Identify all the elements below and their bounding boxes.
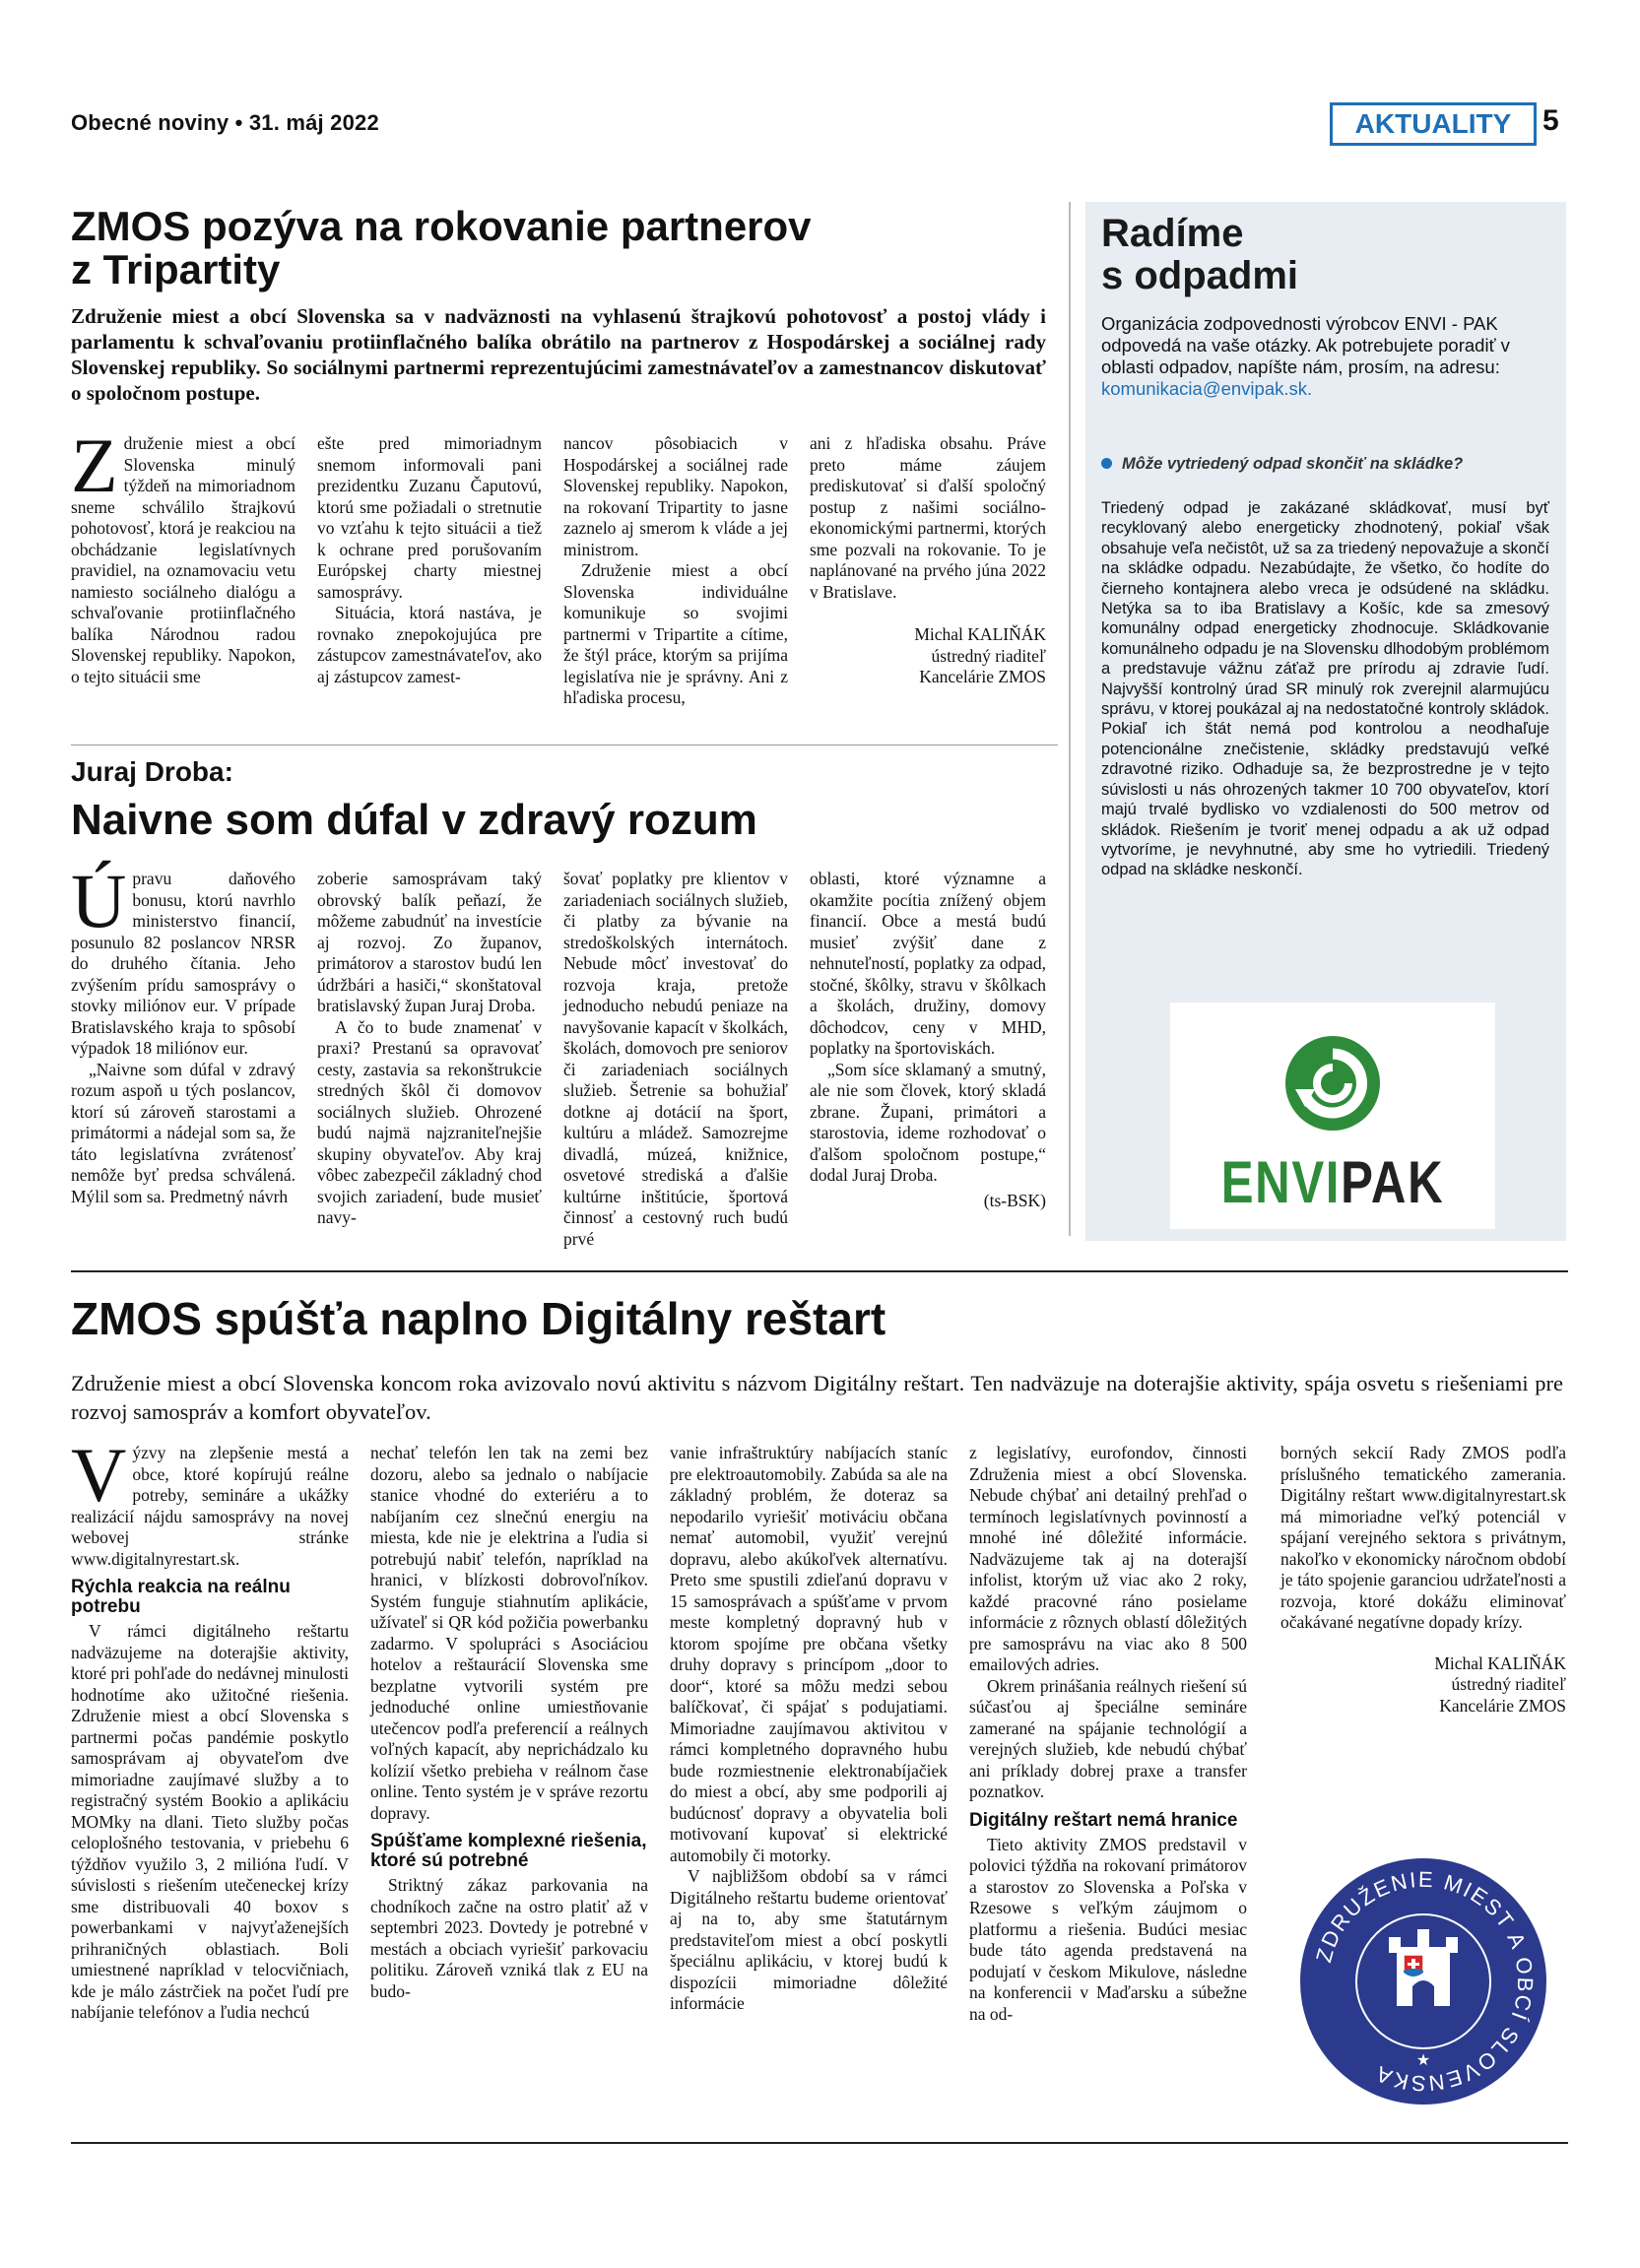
article3-col1-p1: ýzvy na zlepšenie mestá a obce, ktoré kopírujú reálne potreby, semináre a ukážky realizácií nájdu samosprávy na novej webovej stránke www.digitalnyrestart.sk. [71, 1443, 349, 1569]
article3-col4-p3: Tieto aktivity ZMOS predstavil v polovici týždňa na rokovaní primátorov a starostov zo Slovenska a Poľska v Rzesowe s veľkým záujmom o platformu a riešenia. Budúci mesiac bude táto agenda predstavená na podujatí v českom Mikulove, následne na konferencii v Maďarsku a súbežne na od- [969, 1834, 1247, 2024]
article1-column-1 [71, 422, 295, 687]
envipak-wordmark [1200, 1148, 1467, 1216]
article3-top-rule [71, 1270, 1568, 1272]
article3-signature [1280, 1653, 1566, 1717]
article2-col3-p1: šovať poplatky pre klientov v zariadeniach sociálnych služieb, či platby za bývanie na stredoškolských internátoch. Nebude môcť investovať do rozvoja kraja, pretože jednoducho nebudú peniaze na navyšovanie kapacít v školkách, školách, domovoch pre seniorov či zariadeniach sociálnych služieb. Šetrenie sa bohužiaľ dotkne aj dotácií na šport, kultúru a mládež. Samozrejme divadlá, múzeá, knižnice, osvetové strediská a ďalšie kultúrne inštitúcie, športová činnosť a cestovný ruch budú prvé [563, 869, 788, 1249]
article3-col3-p2: V najbližšom období sa v rámci Digitálneho reštartu budeme orientovať aj na to, aby sme štatutárnym predstaviteľom miest a obcí poskytli špeciálnu aplikáciu, v ktorej budú k dispozícii mimoriadne dôležité informácie [670, 1866, 948, 2013]
article3-column-3 [670, 1443, 948, 2015]
article1-column-2 [317, 433, 542, 687]
article1-lead: Združenie miest a obcí Slovenska sa v nadväznosti na vyhlasenú štrajkovú pohotovosť a postoj vlády i parlamentu k schvaľovaniu protiinflačného balíka obrátilo na partnerov z Hospodárskej a sociálnej rady Slovenskej republiky. So sociálnymi partnermi reprezentujúcimi zamestnávateľov a zamestnancov diskutovať o spoločnom postupe. [71, 304, 1046, 405]
article3-subhead-3: Digitálny reštart nemá hranice [969, 1809, 1238, 1831]
article2-column-2 [317, 869, 542, 1229]
sidebar-answer: Triedený odpad je zakázané skládkovať, musí byť recyklovaný alebo energeticky zhodnotený, pokiaľ však obsahuje veľa nečistôt, už sa za triedený nepovažuje a skončí na skládke odpadu. Nezabúdajte, že všetko, čo hodíte do čierneho kontajnera alebo vreca je odsúdené na skládku. Netýka sa to iba Bratislavy a Košíc, kde sa zmesový komunálny odpad energeticky zhodnocuje. Skládkovanie komunálneho odpadu je na Slovensku dlhodobým problémom a predstavuje vážnu záťaž pre prírodu aj zdravie ľudí. Najvyšší kontrolný úrad SR minulý rok zverejnil alarmujúcu správu, v ktorej poukázal aj na nedostatočné kontroly skládok. Pokiaľ ich štát nemá pod kontrolou a neodhaľuje potencionálne znečistenie, skládky predstavujú veľké zdravotné riziko. Odhaduje sa, že bezprostredne je v tejto súvislosti u nás ohrozených takmer 10 700 obyvateľov, ktorí majú trvalé bydlisko vo vzdialenosti do 500 metrov od skládok. Riešením je tvoriť menej odpadu a ak už odpad vytvoríme, je nevyhnutné, aby sme ho vytriedili. Triedený odpad na skládke neskončí. [1101, 499, 1549, 879]
article1-title [71, 205, 1056, 292]
article1-sig-role2: Kancelárie ZMOS [919, 667, 1046, 686]
envipak-word-envi: ENVI [1220, 1149, 1342, 1215]
sidebar-title-line2: s odpadmi [1101, 254, 1299, 297]
article3-sig-role2: Kancelárie ZMOS [1439, 1695, 1566, 1716]
article3-col4-p1: z legislatívy, eurofondov, činnosti Združenia miest a obcí Slovenska. Nebude chýbať ani detailný prehľad o termínoch legislatívnych povinností a mnohé iné dôležité informácie. Nadväzujeme tak aj na doterajší infolist, ktorým už viac ako 2 roky, každé pracovné ráno posielame informácie z rôznych oblastí dôležitých pre samosprávu na viac ako 8 500 emailových adries. [969, 1443, 1247, 1674]
article1-col4-p1: ani z hľadiska obsahu. Práve preto máme záujem prediskutovať si ďalší spoločný postup z našimi sociálno-ekonomickými partnermi, ktorých sme pozvali na rokovanie. To je naplánované na prvého júna 2022 v Bratislave. [810, 433, 1046, 602]
article3-col2-p1: nechať telefón len tak na zemi bez dozoru, alebo sa jednalo o nabíjacie stanice vhodné do exteriéru a to nabíjaním cez slnečnú energiu na miesta, kde nie je elektrina a ľudia si potrebujú nabiť telefón, napríklad na hranici, v blízkosti dobrovoľníkov. Systém funguje stiahnutím aplikácie, užívateľ si QR kód požičia powerbanku zadarmo. V spolupráci s Asociáciou hotelov a reštaurácií Slovenska sme bezplatne vytvorili systém pre jednoduché online umiestňovanie utečencov podľa preferencií a reálnych voľných kapacít, aby neprichádzalo ku kolízií všetko prebieha v reálnom čase online. Tento systém je v správe rezortu dopravy. [370, 1443, 648, 1823]
article3-subhead-1: Rýchla reakcia na reálnu potrebu [71, 1577, 291, 1617]
page-header-left: Obecné noviny • 31. máj 2022 [71, 110, 379, 135]
zmos-seal-icon [1298, 1856, 1548, 2106]
article1-column-3 [563, 433, 788, 709]
article3-col3-p1: vanie infraštruktúry nabíjacích staníc pre elektroautomobily. Zabúda sa ale na základný problém, že doteraz sa nepodarilo vyriešiť motiváciu občana nemať automobil, využiť verejnú dopravu, alebo akúkoľvek alternatívu. Preto sme spustili zdieľanú dopravu v 15 samosprávach a spúšťame v prvom meste kompletný dopravný hub v ktorom spojíme pre občana všetky druhy dopravy s princípom „door to door“, ktoré sa môžu medzi sebou balíčkovať, či spájať s podujatiami. Mimoriadne zaujímavou aktivitou v rámci kompletného dopravného hubu bude rozmiestnenie elektronabíjačiek do miest a obcí, aby sme podporili aj budúcnosť dopravy a obyvatelia boli motivovaní kupovať si elektrické automobily či motorky. [670, 1443, 948, 1865]
article1-dropcap: Z [71, 422, 118, 508]
article3-sig-role1: ústredný riaditeľ [1451, 1674, 1566, 1694]
article3-dropcap: V [71, 1432, 127, 1518]
article3-sig-name: Michal KALIŇÁK [1434, 1652, 1566, 1673]
zmos-seal-logo [1298, 1856, 1548, 2106]
sidebar-title [1101, 213, 1298, 297]
svg-text:★: ★ [1415, 2050, 1431, 2069]
article2-col4-p1: oblasti, ktoré významne a okamžite pocítia znížený objem financií. Obce a mestá budú musieť zvýšiť dane z nehnuteľností, poplatky za odpad, stočné, škôlky, stravu v škôlkach a školách, družiny, domovy dôchodcov, ceny v MHD, poplatky na športoviskách. [810, 869, 1046, 1058]
article3-col2-p2: Striktný zákaz parkovania na chodníkoch začne na ostro platiť až v septembri 2023. Dovtedy je potrebné v mestách a obciach vyriešiť parkovaciu politiku. Zároveň vzniká tlak z EU na budo- [370, 1875, 648, 2001]
article1-col3-p1: nancov pôsobiacich v Hospodárskej a sociálnej rade Slovenskej republiky. Napokon, na rokovaní Tripartity to jasne zaznelo aj smerom k vláde a jej ministrom. [563, 433, 788, 559]
article1-col2-p1: ešte pred mimoriadnym snemom informovali pani prezidentku Zuzanu Čaputovú, ktorú sme požiadali o stretnutie vo vzťahu k tejto situácii a tiež k ochrane pred porušovaním Európskej charty miestnej samosprávy. [317, 433, 542, 602]
sidebar-email-link[interactable]: komunikacia@envipak.sk. [1101, 378, 1313, 399]
article2-col1-p1: pravu daňového bonusu, ktorú navrhlo ministerstvo financií, posunulo 82 poslancov NRSR do druhého čítania. Jeho zvýšením prídu samosprávy o stovky miliónov eur. V prípade Bratislavského kraja to spôsobí výpadok 18 miliónov eur. [71, 869, 295, 1058]
article3-column-2 [370, 1443, 648, 2002]
article1-title-line1: ZMOS pozýva na rokovanie partnerov [71, 203, 812, 249]
svg-text:ZDRUŽENIE MIEST A OBCÍ SLOVENS: ZDRUŽENIE MIEST A OBCÍ SLOVENSKA [1311, 1866, 1539, 2097]
article2-col4-p2: „Som síce sklamaný a smutný, ale nie som človek, ktorý skladá zbrane. Župani, primátori a starostovia, ideme rozhodovať o ďalšom spoločnom postupe,“ dodal Juraj Droba. [810, 1059, 1046, 1185]
article1-sig-role1: ústredný riaditeľ [931, 645, 1046, 666]
article3-subhead-2: Spúšťame komplexné riešenia, ktoré sú potrebné [370, 1831, 647, 1871]
article1-sig-name: Michal KALIŇÁK [914, 624, 1046, 644]
article1-title-line2: z Tripartity [71, 246, 281, 292]
article3-title: ZMOS spúšťa naplno Digitálny reštart [71, 1293, 886, 1344]
envipak-word-pak: PAK [1341, 1149, 1445, 1215]
article3-col5-p1: borných sekcií Rady ZMOS podľa príslušného tematického zamerania. Digitálny reštart www.digitalnyrestart.sk má mimoriadne veľký potenciál v spájaní verejného sektora s privátnym, nakoľko v ekonomicky náročnom období je táto spojenie garanciou udržateľnosti a rozvoja, ktoré dokážu eliminovať očakávané negatívne dopady krízy. [1280, 1443, 1566, 1632]
article3-column-5 [1280, 1443, 1566, 1717]
sidebar-intro-text: Organizácia zodpovednosti výrobcov ENVI - PAK odpovedá na vaše otázky. Ak potrebujete poradiť v oblasti odpadov, napíšte nám, prosím, na adresu: [1101, 313, 1510, 377]
article2-col1-p2: „Naivne som dúfal v zdravý rozum aspoň u tých poslancov, ktorí sú zároveň starostami a primátormi a nádejal som sa, že táto legislatívna zvrátenosť nemôže byť predsa schválená. Mýlil som sa. Predmetný návrh [71, 1059, 295, 1206]
article2-kicker: Juraj Droba: [71, 756, 233, 787]
article2-column-3 [563, 869, 788, 1250]
article3-column-1 [71, 1432, 349, 2024]
article1-col1-text: druženie miest a obcí Slovenska minulý týždeň na mimoriadnom sneme schválilo štrajkovú pohotovosť, ktorá je reakciou na obchádzanie legislatívnych pravidiel, na oznamovaciu vetu namiesto sociálneho dialógu a schvaľovanie protiinflačného balíka Národnou radou Slovenskej republiky. Napokon, o tejto situácii sme [71, 433, 295, 686]
article3-lead: Združenie miest a obcí Slovenska koncom roka avizovalo novú aktivitu s názvom Digitálny reštart. Ten nadväzuje na doterajšie aktivity, spája osvetu s riešeniami pre rozvoj samospráv a komfort obyvateľov. [71, 1371, 1563, 1424]
article2-column-1 [71, 858, 295, 1207]
sidebar-title-line1: Radíme [1101, 212, 1244, 255]
sidebar-question [1101, 455, 1554, 474]
page-number: 5 [1542, 104, 1559, 137]
section-badge: AKTUALITY [1330, 102, 1537, 146]
page-bottom-rule [71, 2142, 1568, 2144]
sidebar-divider [1069, 202, 1071, 1236]
envipak-recycle-icon [1274, 1024, 1392, 1142]
article3-column-4 [969, 1443, 1247, 2025]
article2-dropcap: Ú [71, 858, 127, 943]
article2-col2-p1: zoberie samosprávam taký obrovský balík peňazí, že môžeme zabudnúť na investície aj rozvoj. Zo županov, primátorov a starostov budú len údržbári a hasiči,“ skonštatoval bratislavský župan Juraj Droba. [317, 869, 542, 1015]
article1-col3-p2: Združenie miest a obcí Slovenska individuálne komunikuje so svojimi partnermi v Tripartite a cítime, že štýl práce, ktorým sa prijíma legislatíva nie je správny. Ani z hľadiska procesu, [563, 560, 788, 707]
article2-signature: (ts-BSK) [983, 1190, 1046, 1210]
article1-column-4 [810, 433, 1046, 688]
sidebar-intro [1101, 313, 1549, 400]
article1-signature [810, 624, 1046, 688]
article2-col2-p2: A čo to bude znamenať v praxi? Prestanú sa opravovať cesty, zastavia sa rekonštrukcie stredných škôl či domovov sociálnych služieb. Ohrozené budú najmä najzraniteľnejšie skupiny obyvateľov. Aby kraj vôbec zabezpečil základný chod svojich zariadení, bude musieť navy- [317, 1016, 542, 1227]
sidebar-question-text: Môže vytriedený odpad skončiť na skládke? [1122, 455, 1464, 473]
bullet-icon [1101, 458, 1112, 469]
article2-title: Naivne som dúfal v zdravý rozum [71, 796, 757, 844]
article2-column-4 [810, 869, 1046, 1211]
article1-col2-p2: Situácia, ktorá nastáva, je rovnako znepokojujúca pre zástupcov zamestnávateľov, ako aj zástupcov zamest- [317, 603, 542, 686]
envipak-logo [1170, 1003, 1495, 1229]
article3-col1-p2: V rámci digitálneho reštartu nadväzujeme na doterajšie aktivity, ktoré pri pohľade do nedávnej minulosti hodnotíme ako užitočné riešenia. Združenie miest a obcí Slovenska s partnermi počas pandémie poskytlo samosprávam aj obyvateľom dve mimoriadne zaujímavé služby a to registračný systém Bookio a aplikáciu MOMky na dlani. Tieto služby počas celoplošného testovania, v priebehu 6 týždňov využilo 3, 2 milióna ľudí. V súvislosti s riešením utečeneckej krízy sme distribuovali 40 boxov s powerbankami v najvyťaženejších prihraničných oblastiach. Boli umiestnené napríklad v telocvičniach, kde je málo zástrčiek na počet ľudí pre nabíjanie telefónov a ľudia nechcú [71, 1621, 349, 2022]
article3-col4-p2: Okrem prinášania reálnych riešení sú súčasťou aj špeciálne semináre zamerané na spájanie technológií a verejných služieb, kde nebudú chýbať ani príklady dobrej praxe a transfer poznatkov. [969, 1675, 1247, 1801]
